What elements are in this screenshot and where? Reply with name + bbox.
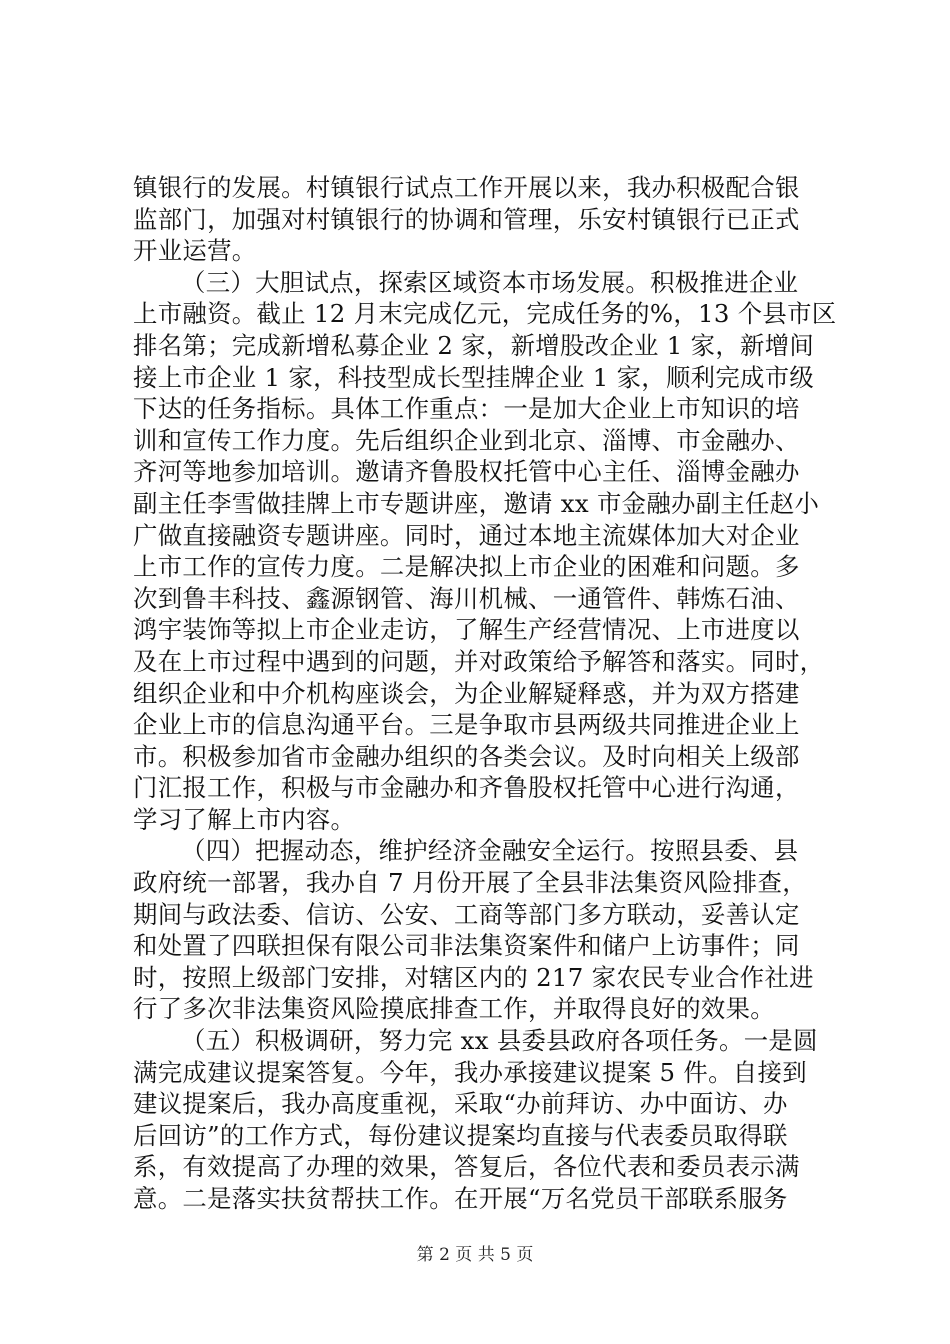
text-line: 满完成建议提案答复。今年，我办承接建议提案 5 件。自接到 [133, 1057, 807, 1087]
text-line: 监部门，加强对村镇银行的协调和管理，乐安村镇银行已正式 [133, 204, 800, 234]
text-line: 建议提案后，我办高度重视，采取“办前拜访、办中面访、办 [133, 1089, 788, 1119]
text-line: 期间与政法委、信访、公安、工商等部门多方联动，妥善认定 [133, 899, 800, 929]
text-line: 鸿宇装饰等拟上市企业走访，了解生产经营情况、上市进度以 [133, 615, 800, 645]
document-body [133, 172, 837, 1215]
text-line: 上市工作的宣传力度。二是解决拟上市企业的困难和问题。多 [133, 552, 800, 582]
text-line: 企业上市的信息沟通平台。三是争取市县两级共同推进企业上 [133, 710, 800, 740]
text-line: 和处置了四联担保有限公司非法集资案件和储户上访事件；同 [133, 931, 800, 961]
text-line: 市。积极参加省市金融办组织的各类会议。及时向相关上级部 [133, 741, 800, 771]
text-line: 意。二是落实扶贫帮扶工作。在开展“万名党员干部联系服务 [133, 1184, 788, 1213]
text-line: 齐河等地参加培训。邀请齐鲁股权托管中心主任、淄博金融办 [133, 457, 800, 487]
text-line: 时，按照上级部门安排，对辖区内的 217 家农民专业合作社进 [133, 962, 814, 992]
text-line: 系，有效提高了办理的效果，答复后，各位代表和委员表示满 [133, 1152, 800, 1182]
text-line: 副主任李雪做挂牌上市专题讲座，邀请 xx 市金融办副主任赵小 [133, 488, 820, 518]
text-line: 政府统一部署，我办自 7 月份开展了全县非法集资风险排查， [133, 868, 807, 898]
page-footer: 第 2 页 共 5 页 [416, 1245, 534, 1265]
text-line: 门汇报工作，积极与市金融办和齐鲁股权托管中心进行沟通， [133, 773, 800, 803]
text-line: 上市融资。截止 12 月末完成亿元，完成任务的%，13 个县市区 [133, 299, 837, 329]
text-line: 开业运营。 [133, 236, 257, 266]
text-line: 镇银行的发展。村镇银行试点工作开展以来，我办积极配合银 [133, 173, 800, 202]
text-line: 及在上市过程中遇到的问题，并对政策给予解答和落实。同时， [133, 646, 825, 676]
text-line: 学习了解上市内容。 [133, 804, 356, 834]
text-line: 次到鲁丰科技、鑫源钢管、海川机械、一通管件、韩炼石油、 [133, 583, 800, 613]
text-line: 下达的任务指标。具体工作重点：一是加大企业上市知识的培 [133, 394, 800, 424]
text-line: 行了多次非法集资风险摸底排查工作，并取得良好的效果。 [133, 994, 775, 1024]
text-line: 接上市企业 1 家，科技型成长型挂牌企业 1 家，顺利完成市级 [133, 362, 815, 392]
text-line: 训和宣传工作力度。先后组织企业到北京、淄博、市金融办、 [133, 425, 800, 455]
text-line: 组织企业和中介机构座谈会，为企业解疑释惑，并为双方搭建 [133, 678, 800, 708]
paragraph-first-line: （三）大胆试点，探索区域资本市场发展。积极推进企业 [181, 267, 799, 297]
paragraph-first-line: （五）积极调研，努力完 xx 县委县政府各项任务。一是圆 [181, 1026, 818, 1056]
text-line: 广做直接融资专题讲座。同时，通过本地主流媒体加大对企业 [133, 520, 800, 550]
paragraph-first-line: （四）把握动态，维护经济金融安全运行。按照县委、县 [181, 836, 799, 866]
text-line: 后回访”的工作方式，每份建议提案均直接与代表委员取得联 [133, 1120, 788, 1150]
text-line: 排名第；完成新增私募企业 2 家，新增股改企业 1 家，新增间 [133, 330, 815, 360]
